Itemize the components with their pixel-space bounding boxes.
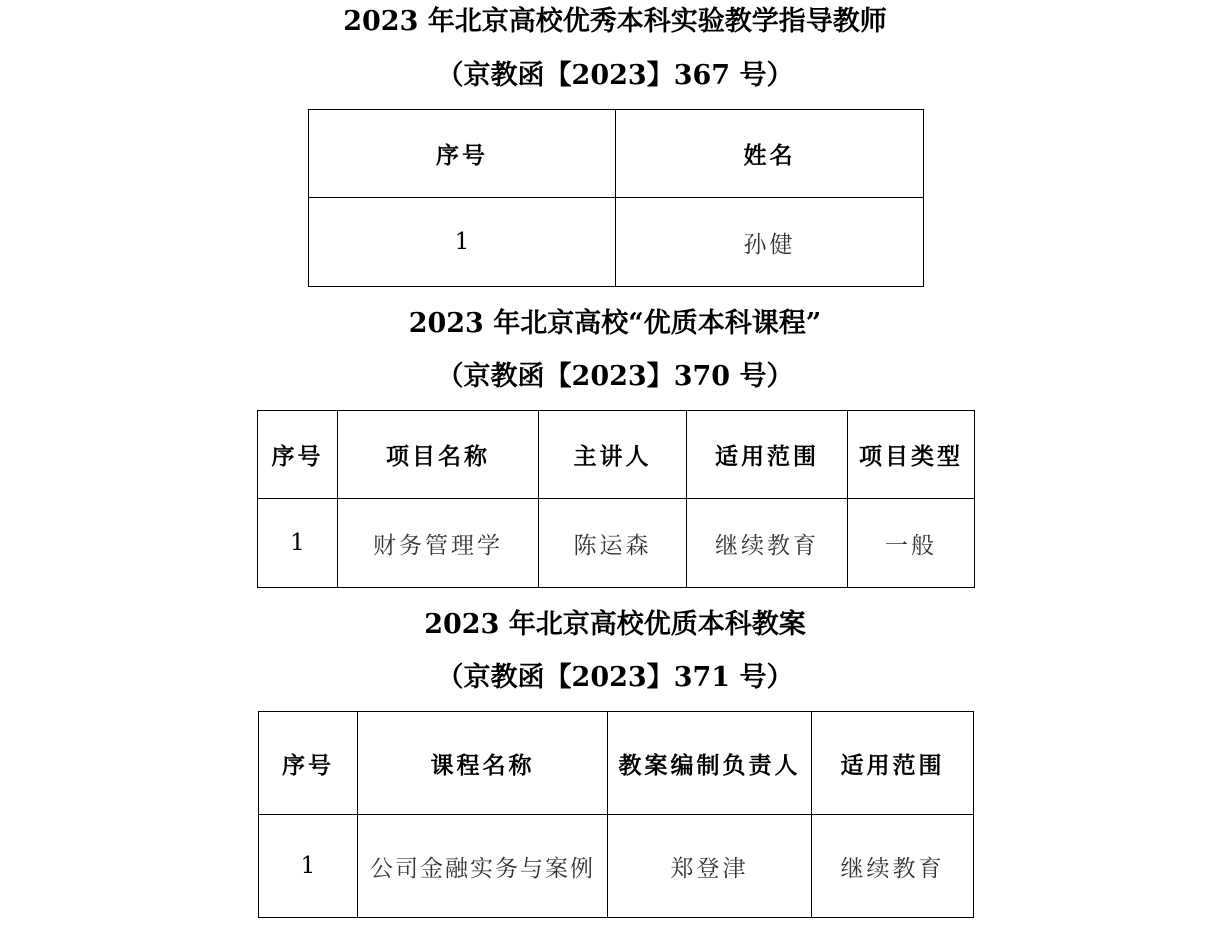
header-plan-author: 教案编制负责人: [608, 712, 812, 815]
section2-doc-number: （京教函【2023】370 号）: [436, 361, 794, 392]
table-row: [309, 198, 924, 287]
header-serial: 序号: [258, 411, 338, 499]
header-serial: 序号: [309, 110, 616, 198]
teacher-table: [308, 109, 924, 287]
cell-scope: 继续教育: [687, 499, 848, 588]
header-scope: 适用范围: [812, 712, 974, 815]
section1-title: 2023 年北京高校优秀本科实验教学指导教师: [343, 6, 887, 37]
cell-name: 孙健: [616, 198, 924, 287]
table-row: [258, 499, 975, 588]
header-serial: 序号: [259, 712, 358, 815]
header-project-name: 项目名称: [338, 411, 539, 499]
table-row: [259, 815, 974, 918]
header-scope: 适用范围: [687, 411, 848, 499]
header-lecturer: 主讲人: [539, 411, 687, 499]
cell-serial: 1: [309, 198, 616, 287]
course-table: [257, 410, 975, 588]
cell-project-name: 财务管理学: [338, 499, 539, 588]
cell-serial: 1: [258, 499, 338, 588]
cell-plan-author: 郑登津: [608, 815, 812, 918]
section1-doc-number: （京教函【2023】367 号）: [436, 60, 794, 91]
header-name: 姓名: [616, 110, 924, 198]
table-header-row: [259, 712, 974, 815]
cell-project-type: 一般: [848, 499, 975, 588]
cell-scope: 继续教育: [812, 815, 974, 918]
cell-lecturer: 陈运森: [539, 499, 687, 588]
header-project-type: 项目类型: [848, 411, 975, 499]
cell-course-name: 公司金融实务与案例: [358, 815, 608, 918]
section2-title: 2023 年北京高校“优质本科课程”: [408, 308, 822, 339]
table-header-row: [309, 110, 924, 198]
section3-title: 2023 年北京高校优质本科教案: [424, 609, 806, 640]
cell-serial: 1: [259, 815, 358, 918]
section3-doc-number: （京教函【2023】371 号）: [436, 662, 794, 693]
lesson-plan-table: [258, 711, 974, 918]
header-course-name: 课程名称: [358, 712, 608, 815]
table-header-row: [258, 411, 975, 499]
